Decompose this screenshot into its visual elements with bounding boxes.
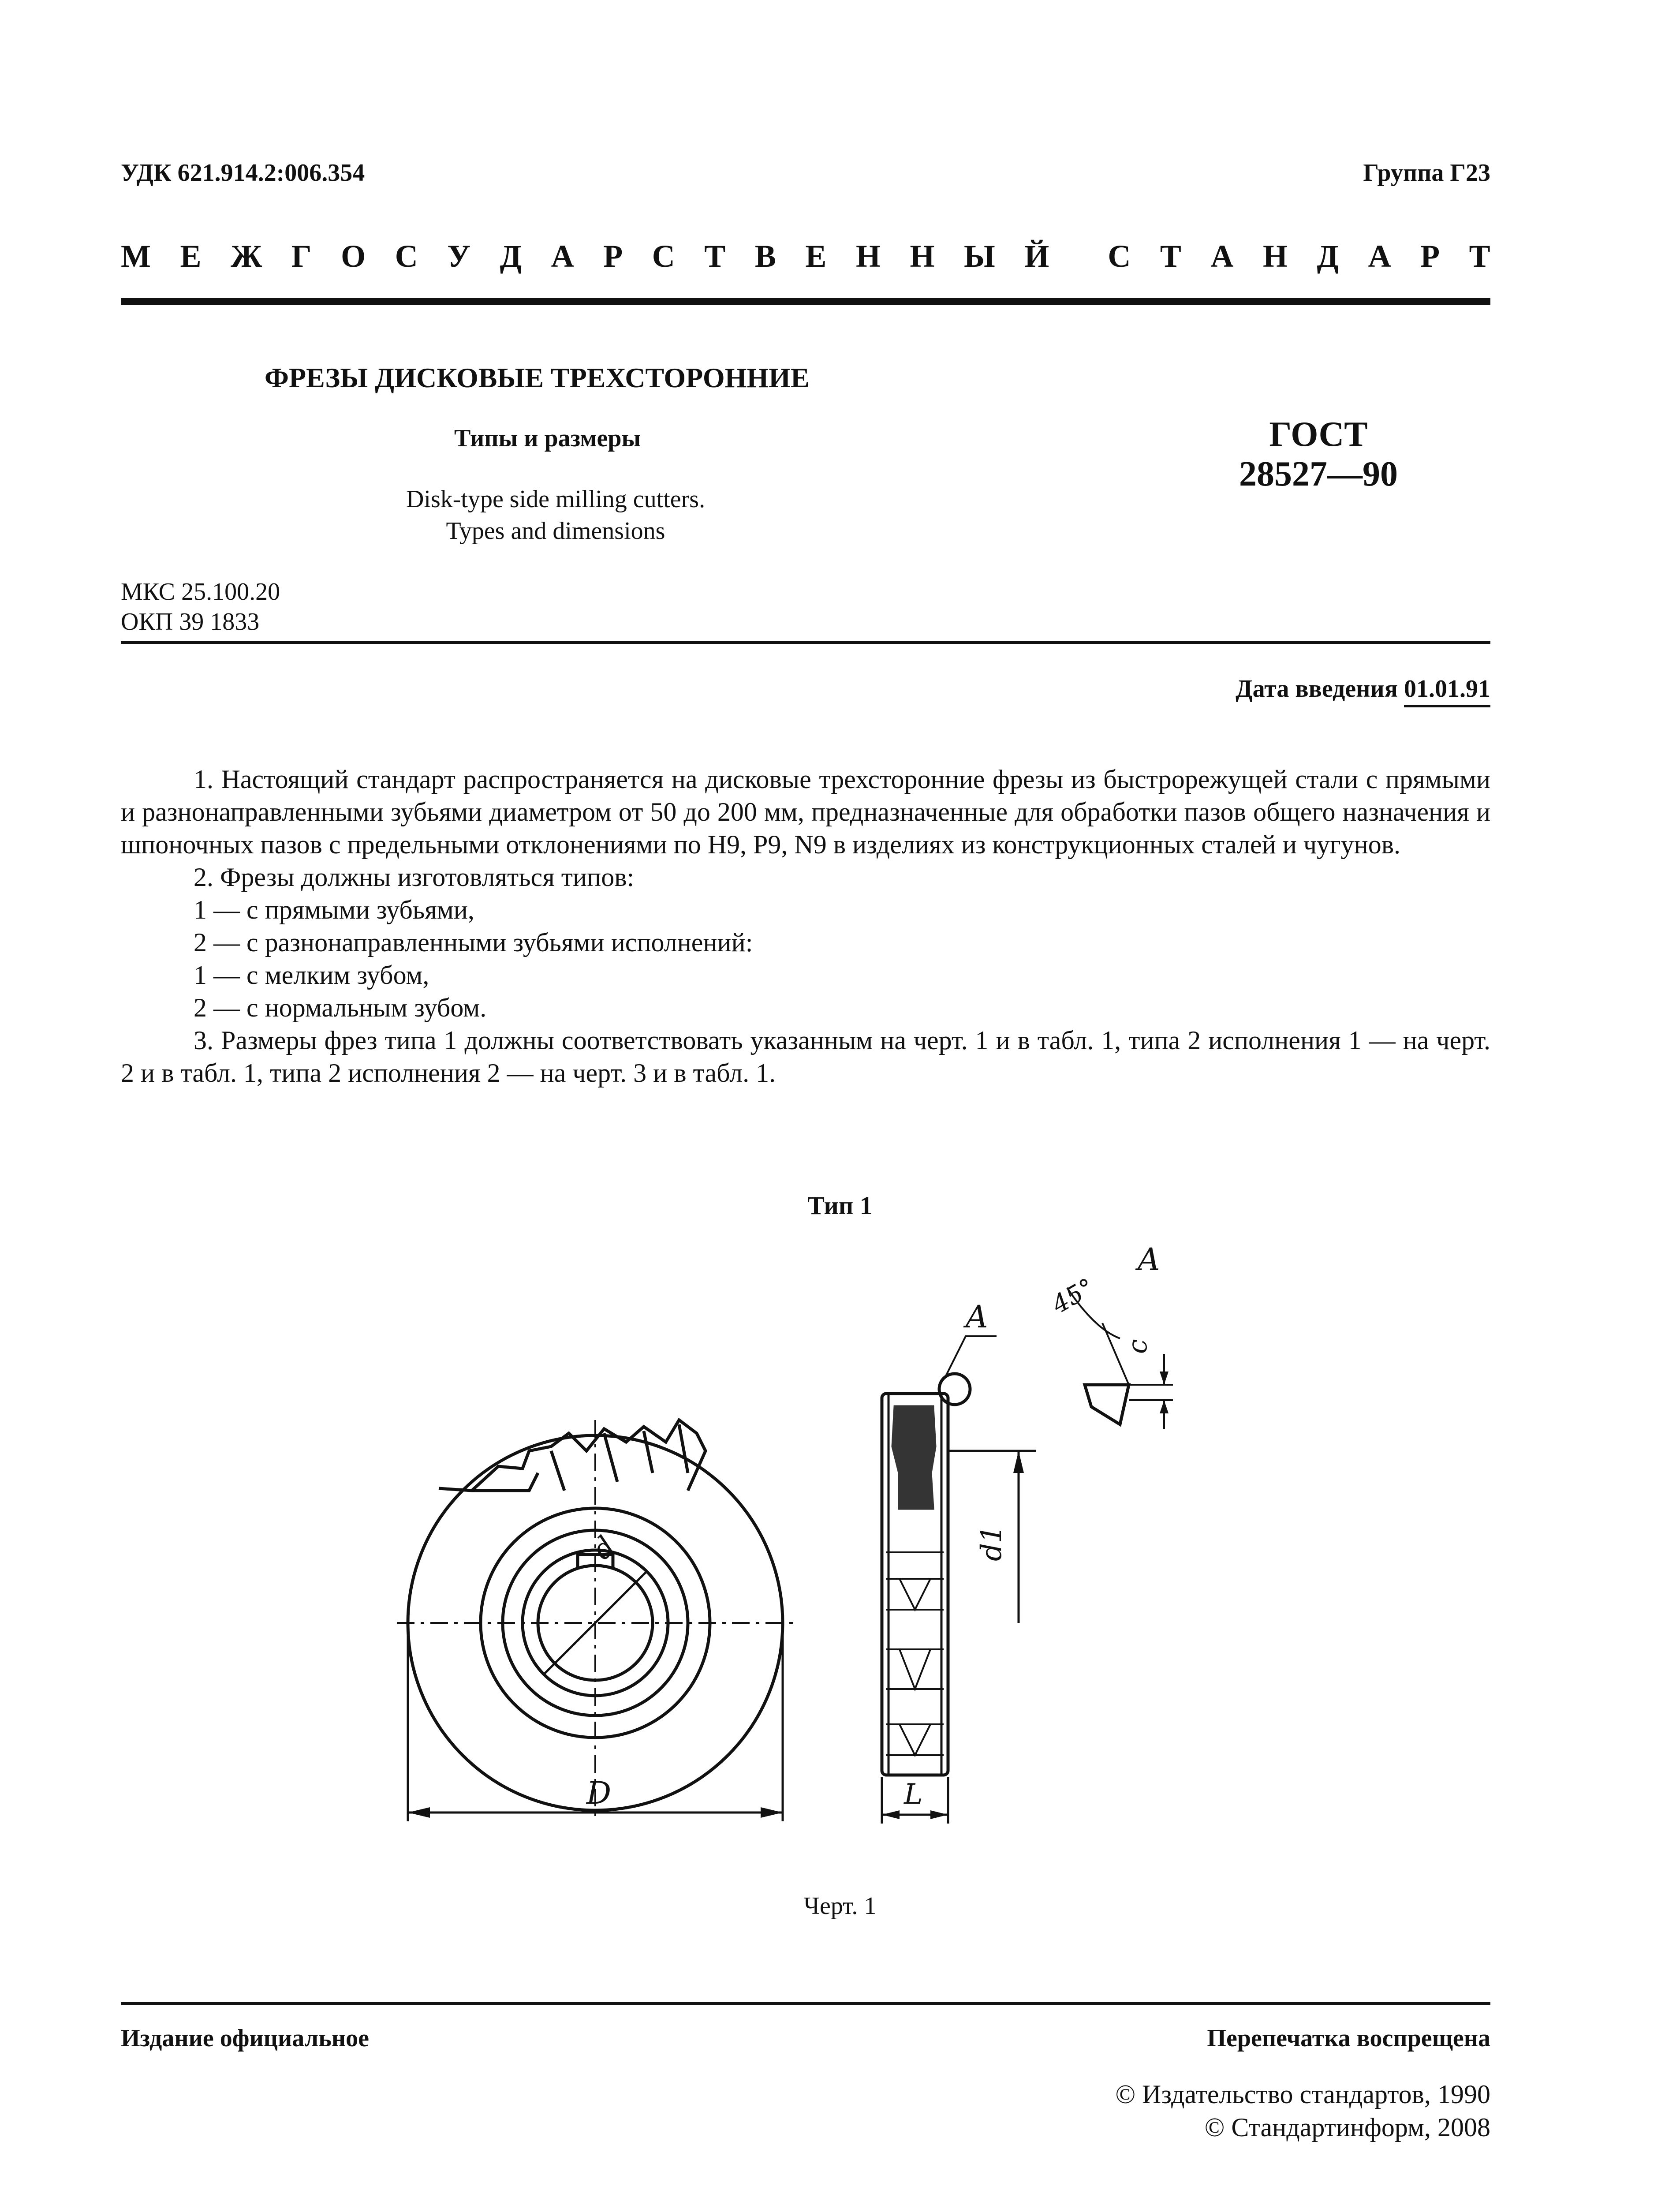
group-code: Группа Г23: [1363, 159, 1490, 187]
banner-letter: Т: [1469, 239, 1490, 274]
banner-letter: Н: [1262, 239, 1288, 274]
banner-letter: М: [121, 239, 151, 274]
banner-letter: Е: [805, 239, 827, 274]
banner-letter: Е: [180, 239, 202, 274]
footer-divider: [121, 2002, 1490, 2005]
english-title-line2: Types and dimensions: [446, 517, 665, 545]
side-view-hatched-section: [893, 1407, 935, 1508]
figure-title: Тип 1: [807, 1191, 873, 1220]
copyright-1990: © Издательство стандартов, 1990: [1115, 2080, 1490, 2109]
official-edition-note: Издание официальное: [121, 2025, 369, 2052]
banner-letter: Т: [1160, 239, 1181, 274]
label-d: d: [586, 1530, 622, 1566]
label-A-detail: A: [1138, 1244, 1160, 1278]
gost-number: 28527—90: [1239, 455, 1398, 493]
banner-letter: Т: [704, 239, 726, 274]
copyright-2008: © Стандартинформ, 2008: [1204, 2113, 1490, 2142]
banner-letter: Н: [910, 239, 935, 274]
paragraph-1: 1. Настоящий стандарт распространяется на дисковые трехсторонние фрезы из быстрорежущей стали с прямыми и разнонаправленными зубьями диаметром от 50 до 200 мм, предназначенные для обработки пазов общего назначения и шпоночных пазов с предельными отклонениями по H9, P9, N9 в изделиях из конструкционных сталей и чугунов.: [121, 765, 1490, 859]
banner-letter: Ж: [231, 239, 262, 274]
paragraph-5: 1 — с мелким зубом,: [194, 960, 429, 990]
label-A-side: A: [966, 1299, 988, 1335]
document-subtitle: Типы и размеры: [454, 425, 641, 452]
banner-letter: А: [1210, 239, 1234, 274]
introduction-date: [1236, 675, 1490, 703]
banner-letter: Ы: [964, 239, 995, 274]
body-text: [121, 763, 1490, 1089]
gost-label: ГОСТ: [1269, 415, 1368, 454]
reprint-prohibited-note: Перепечатка воспрещена: [1207, 2025, 1490, 2052]
date-value: 01.01.91: [1404, 675, 1490, 707]
header-divider: [121, 298, 1490, 305]
figure-caption: Черт. 1: [803, 1892, 877, 1920]
banner-letter: Н: [855, 239, 881, 274]
okp-code: ОКП 39 1833: [121, 608, 260, 635]
paragraph-7: 3. Размеры фрез типа 1 должны соответствовать указанным на черт. 1 и в табл. 1, типа 2 исполнения 1 — на черт. 2 и в табл. 1, типа 2 исполнения 2 — на черт. 3 и в табл. 1.: [121, 1026, 1490, 1088]
banner-letter: С: [652, 239, 675, 274]
date-label: Дата введения: [1236, 675, 1404, 703]
banner-letter: Д: [1317, 239, 1339, 274]
english-title-line1: Disk-type side milling cutters.: [406, 486, 706, 513]
banner-letter: Р: [603, 239, 623, 274]
label-angle: 45°: [1047, 1273, 1099, 1320]
cutter-drawing: [397, 1244, 1499, 1883]
mks-code: МКС 25.100.20: [121, 578, 280, 605]
interstate-standard-banner: [121, 238, 1490, 275]
detail-A-marker: [939, 1374, 970, 1405]
banner-letter: Й: [1024, 239, 1049, 274]
banner-letter: О: [341, 239, 366, 274]
banner-letter: С: [395, 239, 418, 274]
paragraph-2: 2. Фрезы должны изготовляться типов:: [194, 863, 635, 892]
detail-A-sketch: [1085, 1385, 1129, 1424]
paragraph-6: 2 — с нормальным зубом.: [194, 993, 487, 1022]
banner-letter: Г: [291, 239, 312, 274]
label-L: L: [904, 1778, 923, 1811]
codes-divider: [121, 641, 1490, 644]
udk-code: УДК 621.914.2:006.354: [121, 159, 365, 187]
label-c: c: [1122, 1339, 1153, 1354]
cutter-teeth: [439, 1420, 706, 1491]
banner-letter: Д: [500, 239, 522, 274]
banner-letter: Р: [1420, 239, 1440, 274]
label-D: D: [586, 1775, 612, 1811]
banner-letter: У: [447, 239, 471, 274]
banner-letter: А: [1368, 239, 1391, 274]
paragraph-3: 1 — с прямыми зубьями,: [194, 895, 474, 924]
banner-letter: А: [551, 239, 574, 274]
paragraph-4: 2 — с разнонаправленными зубьями исполнений:: [194, 928, 753, 957]
banner-letter: С: [1108, 239, 1131, 274]
document-title: ФРЕЗЫ ДИСКОВЫЕ ТРЕХСТОРОННИЕ: [265, 362, 810, 393]
label-d1: d1: [975, 1525, 1008, 1561]
banner-letter: В: [754, 239, 776, 274]
